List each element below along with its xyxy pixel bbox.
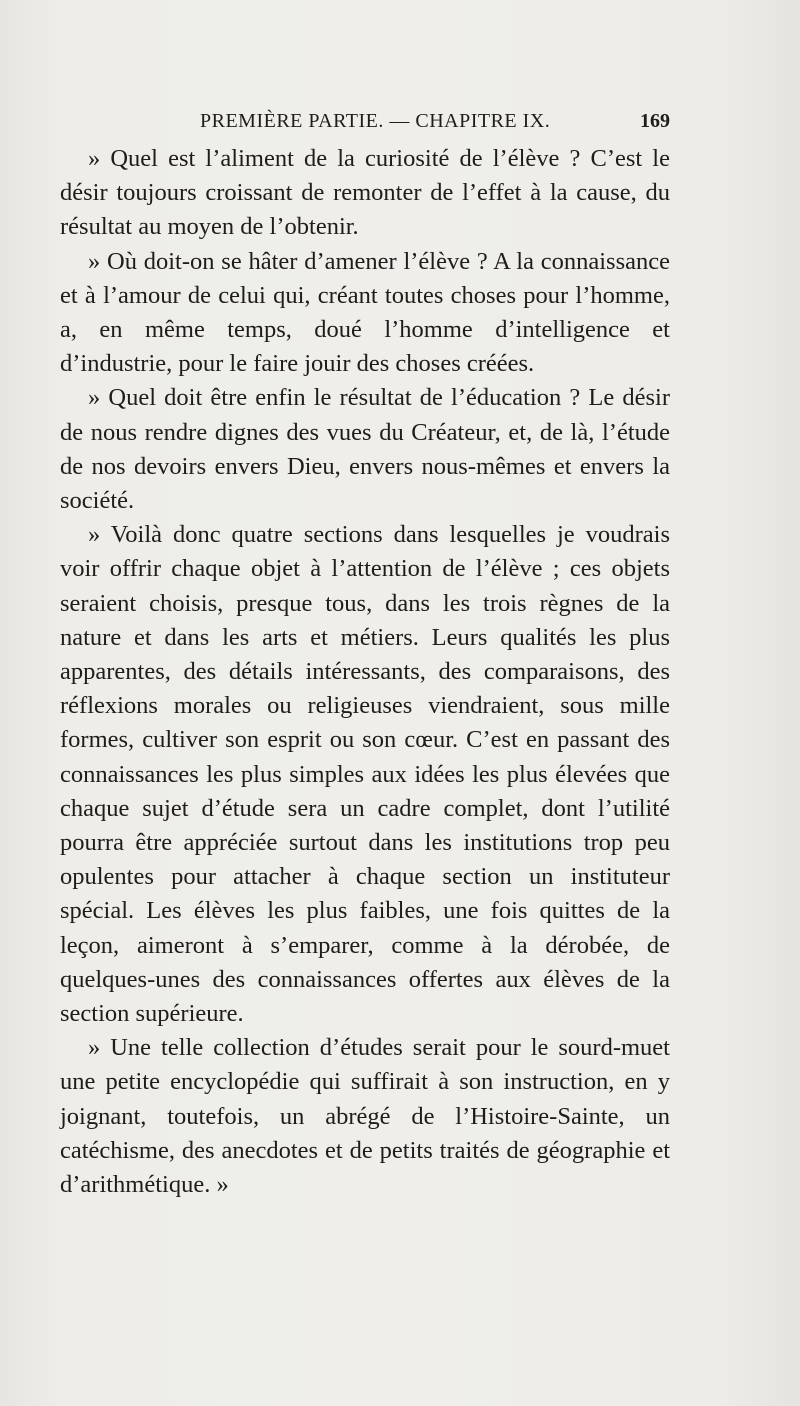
body-text — [60, 142, 670, 1202]
running-head: PREMIÈRE PARTIE. — CHAPITRE IX. — [200, 110, 551, 132]
paragraph: » Où doit-on se hâter d’amener l’élève ? A la connaissance et à l’amour de celui qui, créant toutes choses pour l’homme, a, en même temps, doué l’homme d’intelligence et d’industrie, pour le faire jouir des choses créées. — [60, 247, 670, 378]
paragraph: » Voilà donc quatre sections dans lesquelles je voudrais voir offrir chaque objet à l’attention de l’élève ; ces objets seraient choisis, presque tous, dans les trois règnes de la nature et dans les arts et métiers. Leurs qualités les plus apparentes, des détails intéressants, des comparaisons, des réflexions morales ou religieuses viendraient, sous mille formes, cultiver son esprit ou son cœur. C’est en passant des connaissances les plus simples aux idées les plus élevées que chaque sujet d’étude sera un cadre complet, dont l’utilité pourra être appréciée surtout dans les institutions trop peu opulentes pour attacher à chaque section un instituteur spécial. Les élèves les plus faibles, une fois quittes de la leçon, aimeront à s’emparer, comme à la dérobée, de quelques-unes des connaissances offertes aux élèves de la section supérieure. — [60, 521, 670, 1028]
paragraph: » Quel doit être enfin le résultat de l’éducation ? Le désir de nous rendre dignes des vues du Créateur, et, de là, l’étude de nos devoirs envers Dieu, envers nous-mêmes et envers la société. — [60, 384, 670, 515]
paragraph: » Quel est l’aliment de la curiosité de l’élève ? C’est le désir toujours croissant de remonter de l’effet à la cause, du résultat au moyen de l’obtenir. — [60, 145, 670, 241]
page-number: 169 — [640, 110, 670, 132]
paragraph: » Une telle collection d’études serait pour le sourd-muet une petite encyclopédie qui suffirait à son instruction, en y joignant, toutefois, un abrégé de l’Histoire-Sainte, un catéchisme, des anecdotes et de petits traités de géographie et d’arithmétique. » — [60, 1034, 670, 1199]
page-header — [60, 110, 670, 140]
